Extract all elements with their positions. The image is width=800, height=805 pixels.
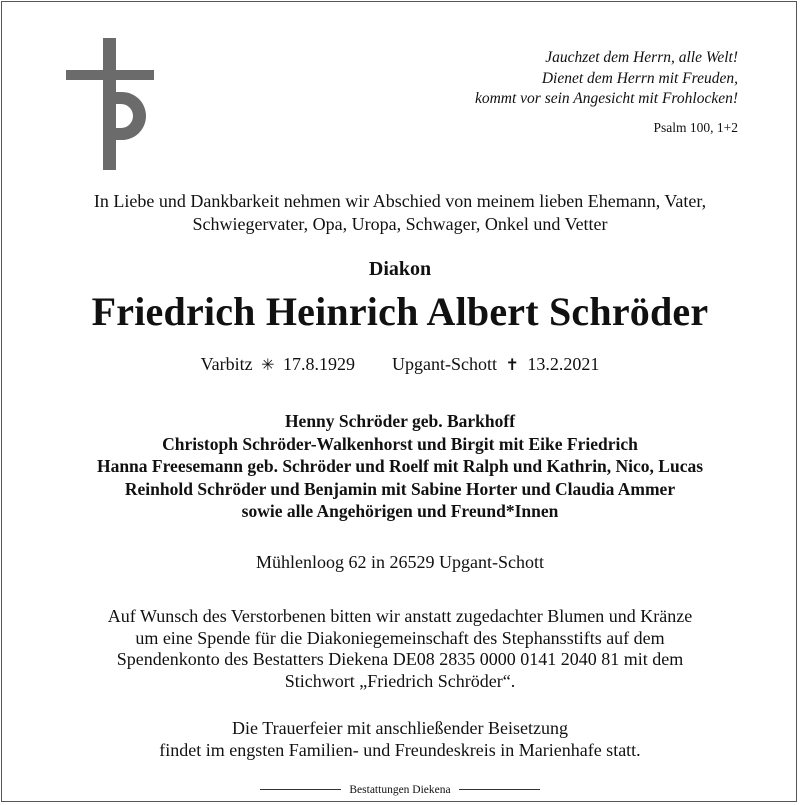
funeral-home-name: Bestattungen Diekena <box>341 784 458 796</box>
birth-star-icon: ✳ <box>261 357 275 374</box>
death-date: 13.2.2021 <box>527 354 600 374</box>
family-line: Hanna Freesemann geb. Schröder und Roelf mit Ralph und Kathrin, Nico, Lucas <box>96 456 704 476</box>
psalm-line: kommt vor sein Angesicht mit Frohlocken! <box>474 90 738 107</box>
family-line: Reinhold Schröder und Benjamin mit Sabine Horter und Claudia Ammer <box>124 478 676 499</box>
service-line: Die Trauerfeier mit anschließender Beisetzung <box>232 718 568 738</box>
service-line: findet im engsten Familien- und Freundeskreis in Marienhafe statt. <box>159 739 641 760</box>
address: Mühlenloog 62 in 26529 Upgant-Schott <box>256 552 544 572</box>
psalm-line: Dienet dem Herrn mit Freuden, <box>541 69 738 87</box>
family-line: Christoph Schröder-Walkenhorst und Birgit mit Eike Friedrich <box>162 433 638 454</box>
diakonie-cross-icon <box>66 38 154 170</box>
family-list <box>0 410 800 523</box>
psalm-reference: Psalm 100, 1+2 <box>653 120 738 135</box>
life-dates <box>0 354 800 375</box>
death-cross-icon: ✝ <box>505 357 519 374</box>
deceased-name: Friedrich Heinrich Albert Schröder <box>91 289 709 334</box>
donation-line: um eine Spende für die Diakoniegemeinschaft des Stephansstifts auf dem <box>135 627 665 648</box>
donation-line: Auf Wunsch des Verstorbenen bitten wir anstatt zugedachter Blumen und Kränze <box>107 606 693 626</box>
birth-place: Varbitz <box>200 354 253 374</box>
donation-text <box>0 606 800 692</box>
psalm-line: Jauchzet dem Herrn, alle Welt! <box>545 49 738 66</box>
intro-line: Schwiegervater, Opa, Uropa, Schwager, Onkel und Vetter <box>192 214 608 234</box>
birth-date: 17.8.1929 <box>282 354 355 374</box>
donation-line: Spendenkonto des Bestatters Diekena DE08 2835 0000 0141 2040 81 mit dem <box>116 649 684 669</box>
family-line: Henny Schröder geb. Barkhoff <box>284 411 516 431</box>
intro-line: In Liebe und Dankbarkeit nehmen wir Abschied von meinem lieben Ehemann, Vater, <box>93 191 707 211</box>
intro-text <box>0 190 800 236</box>
death-place: Upgant-Schott <box>391 354 497 374</box>
service-text <box>0 718 800 761</box>
psalm-quote <box>475 48 738 110</box>
donation-line: Stichwort „Friedrich Schröder“. <box>284 670 516 691</box>
deceased-title: Diakon <box>368 258 432 280</box>
footer <box>0 780 800 798</box>
family-line: sowie alle Angehörigen und Freund*Innen <box>241 501 559 521</box>
